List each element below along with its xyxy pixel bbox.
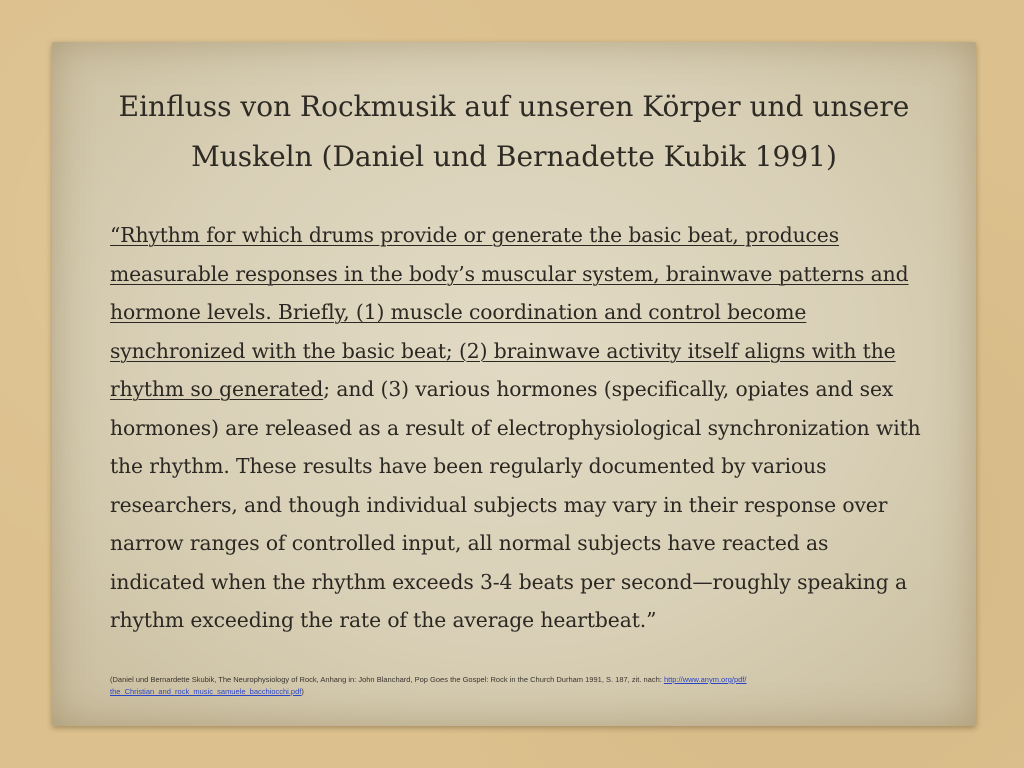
quote-rest-text: ; and (3) various hormones (specifically, opiates and sex hormones) are released as a result of electrophysiological synchronization with the rhythm. These results have been regularly documented by various researchers, and though individual subjects may vary in their response over narrow ranges of controlled input, all normal subjects have reacted as indicated when the rhythm exceeds 3-4 beats per second—roughly speaking a rhythm exceeding the rate of the average heartbeat.” bbox=[110, 377, 921, 632]
quote-underlined-text: “Rhythm for which drums provide or generate the basic beat, produces measurable responses in the body’s muscular system, brainwave patterns and hormone levels. Briefly, (1) muscle coordination and control become synchronized with the basic beat; (2) brainwave activity itself aligns with the rhythm so generated bbox=[110, 223, 909, 401]
citation-text: (Daniel und Bernardette Skubik, The Neurophysiology of Rock, Anhang in: John Blanchard, Pop Goes the Gospel: Rock in the Church Durham 1991, S. 187, zit. nach: bbox=[110, 675, 664, 684]
paper-sheet bbox=[52, 42, 976, 726]
quote-paragraph bbox=[110, 216, 928, 640]
citation-link-line1: http://www.anym.org/pdf/ bbox=[663, 675, 747, 684]
citation-link-line2: the_Christian_and_rock_music_samuele_bacchiocchi.pdf bbox=[110, 687, 302, 696]
citation bbox=[110, 674, 870, 698]
slide-title: Einfluss von Rockmusik auf unseren Körper und unsere Muskeln (Daniel und Bernadette Kubik 1991) bbox=[118, 90, 910, 173]
citation-closing: ) bbox=[301, 687, 304, 696]
